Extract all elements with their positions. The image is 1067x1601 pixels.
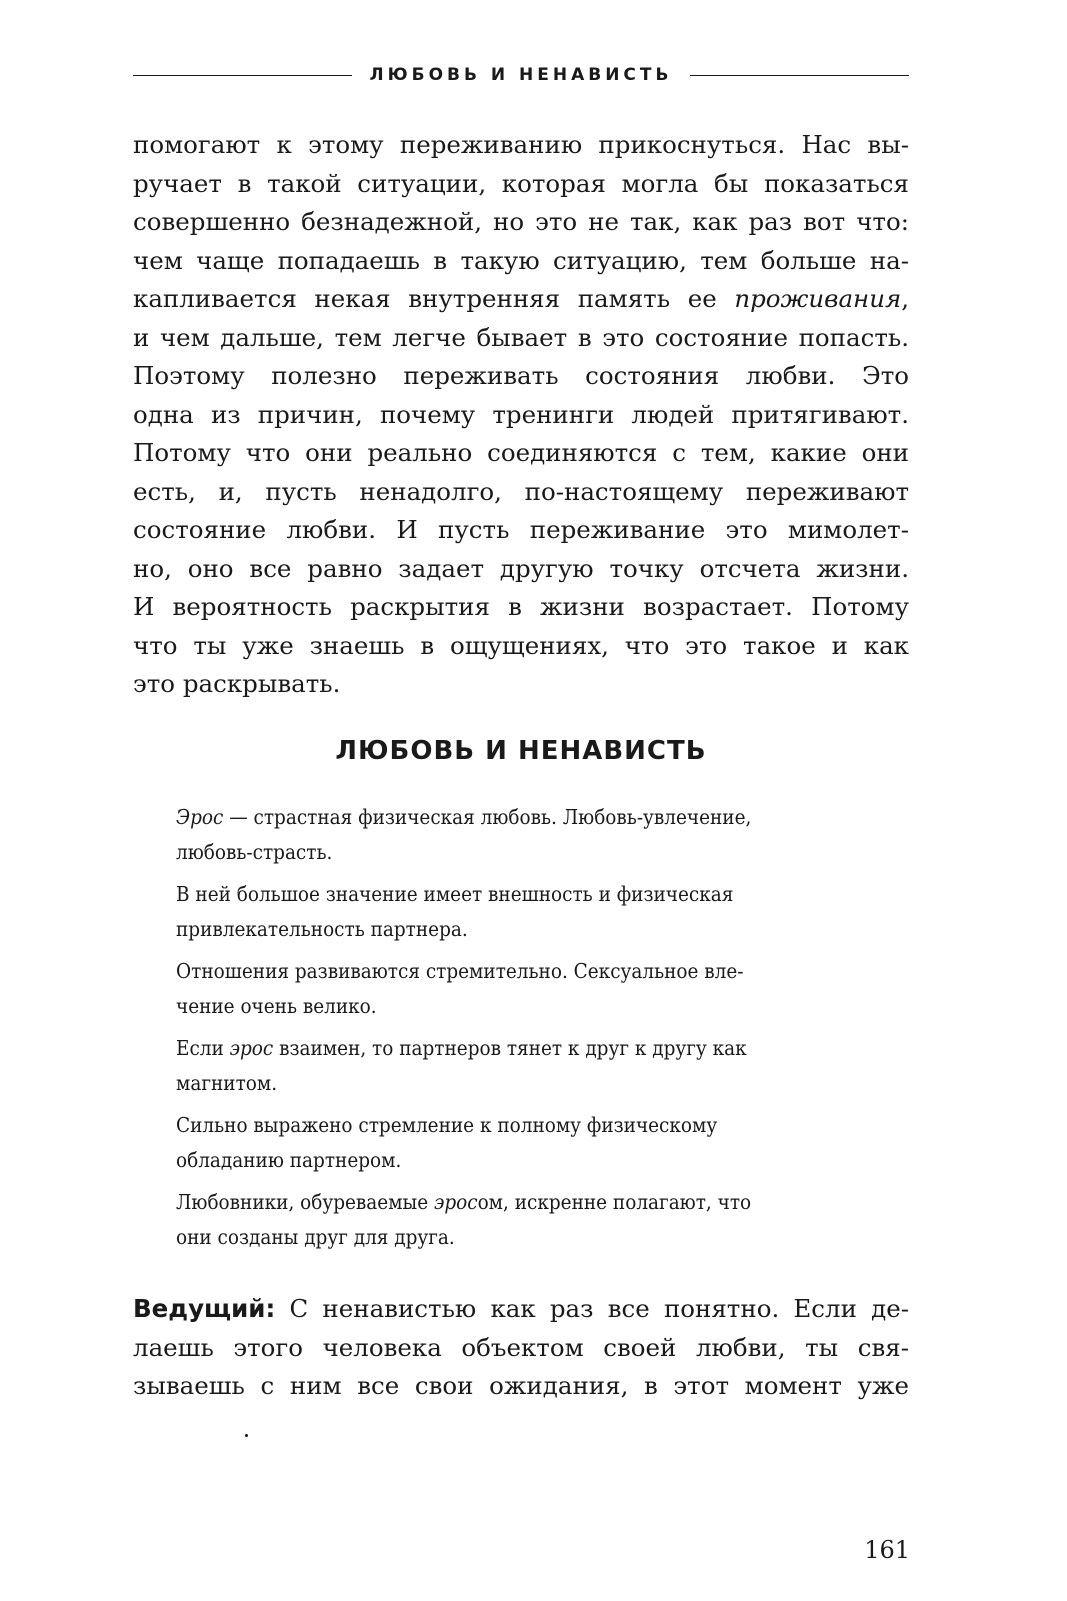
body-line: И вероятность раскрытия в жизни возрастает. Потому bbox=[133, 592, 909, 621]
running-head-rule-right bbox=[690, 75, 909, 76]
dialogue-line: зываешь с ним все свои ожидания, в этот момент уже bbox=[133, 1371, 909, 1400]
section-title: ЛЮБОВЬ И НЕНАВИСТЬ bbox=[335, 736, 707, 766]
definition-paragraph bbox=[176, 877, 874, 947]
definition-line: Если эрос взаимен, то партнеров тянет к друг к другу как bbox=[176, 1036, 747, 1060]
body-line: Поэтому полезно переживать состояния любви. Это bbox=[133, 361, 909, 390]
body-line: ручает в такой ситуации, которая могла бы показаться bbox=[133, 168, 909, 198]
definition-line: Отношения развиваются стремительно. Сексуальное вле- bbox=[176, 959, 744, 983]
body-line: есть, и, пусть ненадолго, по-настоящему переживают bbox=[133, 476, 909, 506]
definition-block bbox=[176, 800, 874, 1262]
definition-line: Сильно выражено стремление к полному физическому bbox=[176, 1113, 718, 1137]
definition-paragraph bbox=[176, 800, 874, 870]
dialogue-paragraph bbox=[133, 1290, 909, 1406]
body-line: и чем дальше, тем легче бывает в это состояние попасть. bbox=[133, 322, 909, 352]
body-line: капливается некая внутренняя память ее проживания, bbox=[133, 284, 909, 313]
dialogue-line: Ведущий: С ненавистью как раз все понятно. Если де- bbox=[133, 1294, 909, 1323]
definition-line: Эрос — страстная физическая любовь. Любовь-увлечение, bbox=[176, 805, 752, 829]
running-head-rule-left bbox=[133, 75, 352, 76]
definition-paragraph bbox=[176, 1108, 874, 1178]
definition-paragraph bbox=[176, 1185, 874, 1255]
body-line: состояние любви. И пусть переживание это мимолет- bbox=[133, 515, 909, 544]
definition-paragraph bbox=[176, 1031, 874, 1101]
body-line: помогают к этому переживанию прикоснуться. Нас вы- bbox=[133, 130, 909, 159]
definition-line: обладанию партнером. bbox=[176, 1148, 402, 1172]
ink-dot bbox=[245, 1434, 248, 1437]
running-head-title: ЛЮБОВЬ И НЕНАВИСТЬ bbox=[369, 65, 673, 85]
page-number: 161 bbox=[864, 1536, 910, 1564]
definition-paragraph bbox=[176, 954, 874, 1024]
body-line: одна из причин, почему тренинги людей притягивают. bbox=[133, 399, 909, 429]
speaker-label: Ведущий: bbox=[133, 1294, 276, 1323]
body-line: Потому что они реально соединяются с тем, какие они bbox=[133, 438, 909, 467]
definition-line: чение очень велико. bbox=[176, 994, 377, 1018]
dialogue-line: лаешь этого человека объектом своей любви, ты свя- bbox=[133, 1332, 909, 1362]
body-line: это раскрывать. bbox=[133, 669, 341, 698]
running-head bbox=[133, 62, 909, 88]
definition-line: они созданы друг для друга. bbox=[176, 1225, 455, 1249]
body-line: но, оно все равно задает другую точку отсчета жизни. bbox=[133, 553, 909, 583]
definition-line: магнитом. bbox=[176, 1071, 278, 1095]
body-line: чем чаще попадаешь в такую ситуацию, тем больше на- bbox=[133, 245, 909, 275]
body-paragraph bbox=[133, 126, 909, 704]
body-line: совершенно безнадежной, но это не так, как раз вот что: bbox=[133, 207, 909, 236]
definition-line: В ней большое значение имеет внешность и физическая bbox=[176, 882, 734, 906]
definition-line: привлекательность партнера. bbox=[176, 917, 468, 941]
definition-line: Любовники, обуреваемые эросом, искренне полагают, что bbox=[176, 1190, 752, 1214]
body-line: что ты уже знаешь в ощущениях, что это такое и как bbox=[133, 630, 909, 660]
definition-line: любовь-страсть. bbox=[176, 840, 333, 864]
